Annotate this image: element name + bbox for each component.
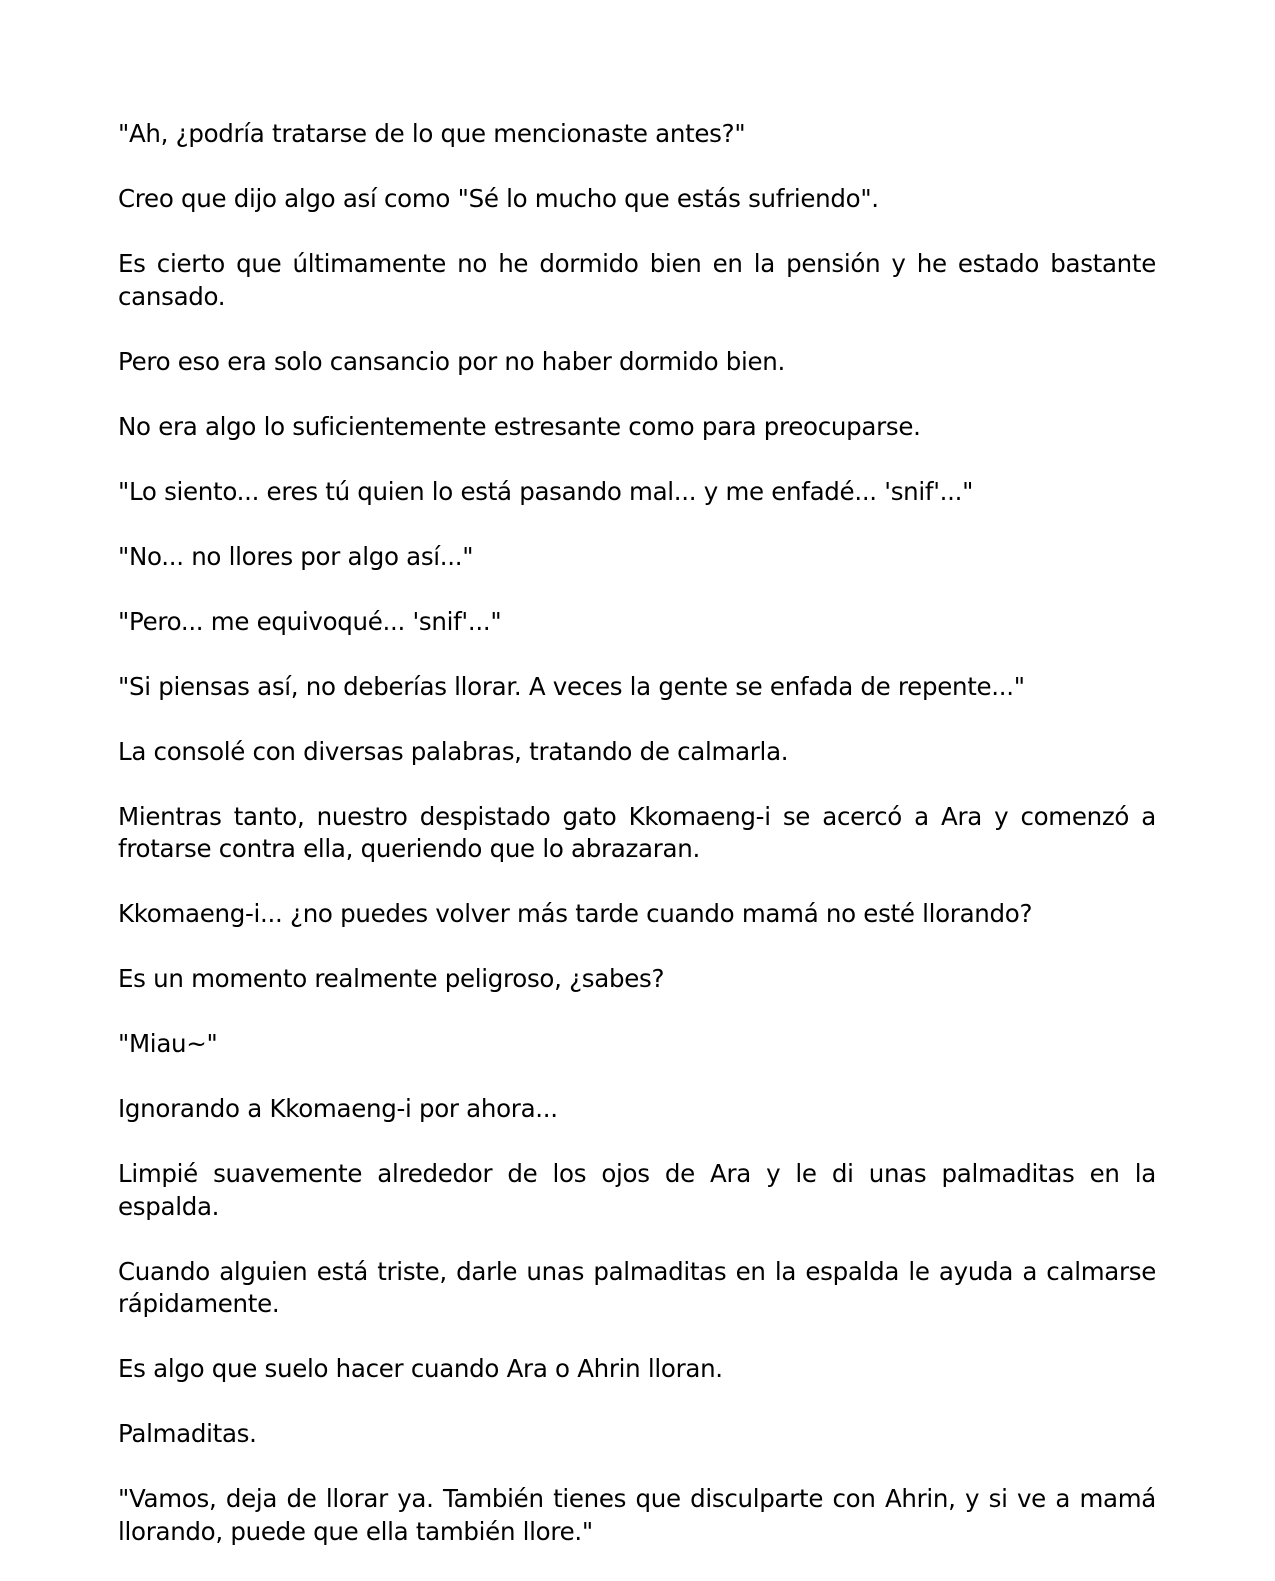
paragraph-11: Mientras tanto, nuestro despistado gato Kkomaeng-i se acercó a Ara y comenzó a frotarse contra ella, queriendo que lo abrazaran. (118, 801, 1156, 863)
paragraph-14: "Miau~" (118, 1029, 218, 1058)
paragraph-13: Es un momento realmente peligroso, ¿sabes? (118, 964, 665, 993)
paragraph-8: "Pero... me equivoqué... 'snif'..." (118, 606, 502, 636)
paragraph-4: Pero eso era solo cansancio por no haber dormido bien. (118, 346, 786, 376)
paragraph-3: Es cierto que últimamente no he dormido bien en la pensión y he estado bastante cansado. (118, 249, 1156, 311)
paragraph-7: "No... no llores por algo así..." (118, 541, 474, 571)
paragraph-19: Palmaditas. (118, 1419, 257, 1448)
paragraph-10: La consolé con diversas palabras, tratando de calmarla. (118, 736, 789, 766)
paragraph-15: Ignorando a Kkomaeng-i por ahora... (118, 1094, 558, 1123)
paragraph-6: "Lo siento... eres tú quien lo está pasando mal... y me enfadé... 'snif'..." (118, 476, 974, 506)
paragraph-9: "Si piensas así, no deberías llorar. A veces la gente se enfada de repente..." (118, 671, 1025, 701)
paragraph-16: Limpié suavemente alrededor de los ojos de Ara y le di unas palmaditas en la espalda. (118, 1159, 1156, 1221)
paragraph-5: No era algo lo suficientemente estresante como para preocuparse. (118, 411, 921, 441)
paragraph-17: Cuando alguien está triste, darle unas palmaditas en la espalda le ayuda a calmarse rápidamente. (118, 1256, 1156, 1318)
paragraph-1: "Ah, ¿podría tratarse de lo que mencionaste antes?" (118, 119, 746, 148)
paragraph-18: Es algo que suelo hacer cuando Ara o Ahrin lloran. (118, 1354, 723, 1383)
paragraph-12: Kkomaeng-i... ¿no puedes volver más tarde cuando mamá no esté llorando? (118, 899, 1033, 928)
paragraph-2: Creo que dijo algo así como "Sé lo mucho que estás sufriendo". (118, 184, 879, 213)
paragraph-20: "Vamos, deja de llorar ya. También tienes que disculparte con Ahrin, y si ve a mamá llorando, puede que ella también llore." (118, 1484, 1156, 1546)
body-text (118, 118, 1156, 1581)
